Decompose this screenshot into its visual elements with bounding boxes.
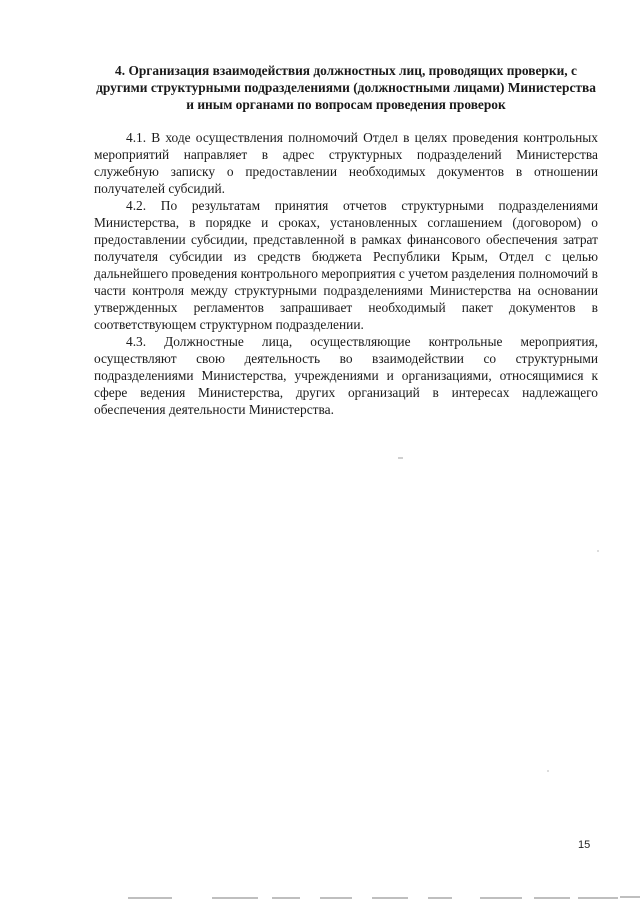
section-heading: 4. Организация взаимодействия должностных лиц, проводящих проверки, с другими структурными подразделениями (должностными лицами) Министерства и иным органами по вопросам проведения проверок [96,63,596,113]
bottom-edge-lines [128,897,640,898]
paragraph-4-2: 4.2. По результатам принятия отчетов структурными подразделениями Министерства, в порядке и сроках, установленных соглашением (договором) о предоставлении субсидии, представленной в рамках финансового обеспечения затрат получателя субсидии из средств бюджета Республики Крым, Отдел с целью дальнейшего проведения контрольного мероприятия с учетом разделения полномочий в части контроля между структурными подразделениями Министерства на основании утвержденных регламентов запрашивает необходимый пакет документов в соответствующем структурном подразделении. [94,198,598,332]
paragraph-4-1: 4.1. В ходе осуществления полномочий Отдел в целях проведения контрольных мероприятий направляет в адрес структурных подразделений Министерства служебную записку о предоставлении необходимых документов в отношении получателей субсидий. [94,130,598,196]
page-number: 15 [578,839,591,851]
section-body [94,129,598,418]
paragraph-4-3: 4.3. Должностные лица, осуществляющие контрольные мероприятия, осуществляют свою деятельность во взаимодействии со структурными подразделениями Министерства, учреждениями и организациями, относящимися к сфере ведения Министерства, других организаций в интересах надлежащего обеспечения деятельности Министерства. [94,334,598,417]
